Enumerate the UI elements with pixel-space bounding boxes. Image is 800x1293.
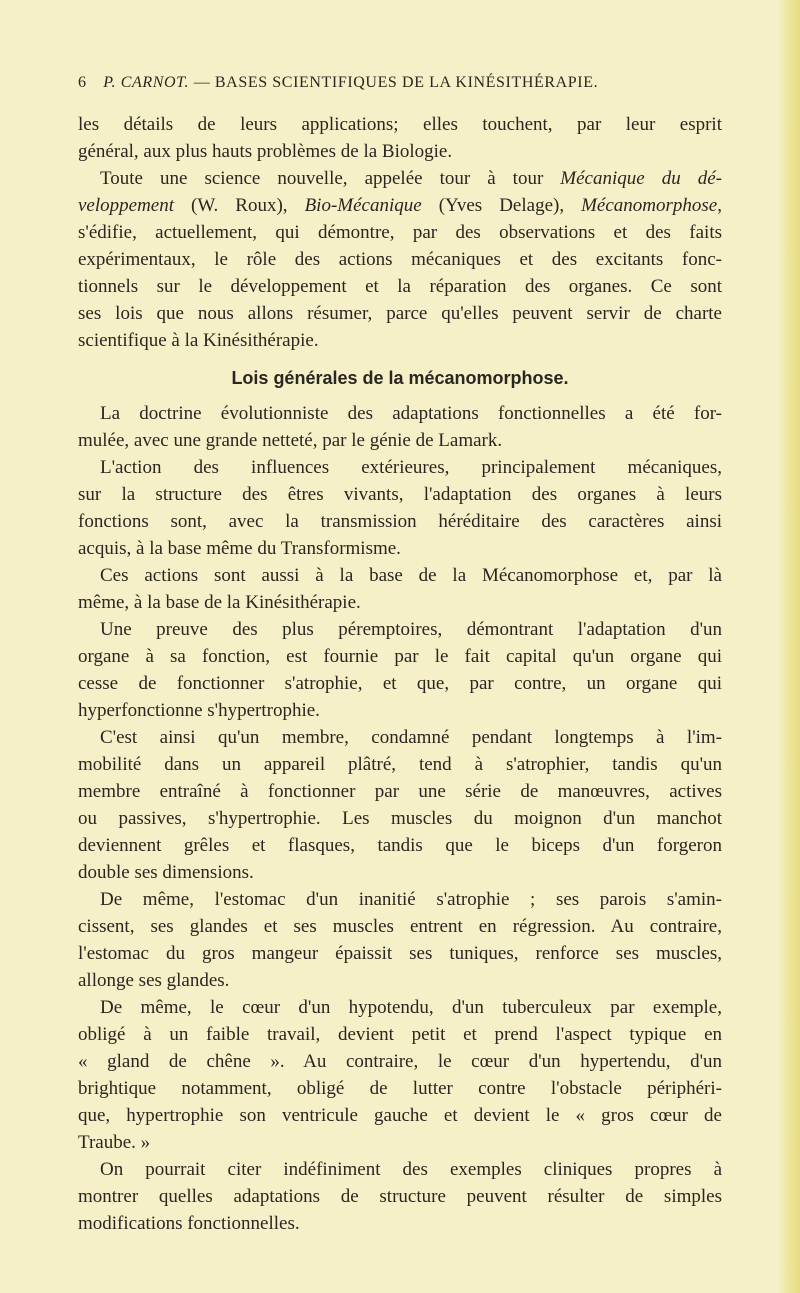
text-line xyxy=(78,138,722,165)
text-line xyxy=(78,246,722,273)
text-line xyxy=(78,535,722,562)
text-run: (Yves Delage), xyxy=(421,195,582,216)
paragraph xyxy=(78,1156,722,1237)
text-run: cesse de fonctionner s'atrophie, et que, par contre, un organe qui xyxy=(78,673,722,694)
text-run: ses lois que nous allons résumer, parce qu'elles peuvent servir de charte xyxy=(78,303,722,324)
text-run: fonctions sont, avec la transmission héréditaire des caractères ainsi xyxy=(78,511,722,532)
paragraph xyxy=(78,454,722,562)
italic-term: Bio-Mécanique xyxy=(304,195,422,216)
paragraph xyxy=(78,724,722,886)
text-run: les détails de leurs applications; elles touchent, par leur esprit xyxy=(78,114,722,135)
text-line xyxy=(78,724,722,751)
text-line xyxy=(78,1129,722,1156)
text-line xyxy=(78,859,722,886)
italic-term: Mécanomorphose xyxy=(581,195,718,216)
text-line xyxy=(78,616,722,643)
text-line xyxy=(78,805,722,832)
text-run: Une preuve des plus péremptoires, démontrant l'adaptation d'un xyxy=(100,619,722,640)
text-line xyxy=(78,1048,722,1075)
paragraph xyxy=(78,111,722,165)
text-run: général, aux plus hauts problèmes de la Biologie. xyxy=(78,141,453,162)
text-run: montrer quelles adaptations de structure peuvent résulter de simples xyxy=(78,1186,722,1207)
text-run: scientifique à la Kinésithérapie. xyxy=(78,330,319,351)
text-line xyxy=(78,192,722,219)
page-number: 6 xyxy=(78,74,87,91)
text-run: deviennent grêles et flasques, tandis que le biceps d'un forgeron xyxy=(78,835,722,856)
text-run: double ses dimensions. xyxy=(78,862,254,883)
running-header xyxy=(78,74,728,92)
text-line xyxy=(78,562,722,589)
paragraph xyxy=(78,165,722,354)
paragraph xyxy=(78,616,722,724)
text-run: C'est ainsi qu'un membre, condamné pendant longtemps à l'im- xyxy=(100,727,722,748)
text-line xyxy=(78,670,722,697)
text-run: s'édifie, actuellement, qui démontre, par des observations et des faits xyxy=(78,222,722,243)
paragraph xyxy=(78,886,722,994)
text-run: allonge ses glandes. xyxy=(78,970,230,991)
text-line xyxy=(78,832,722,859)
text-line xyxy=(78,1210,722,1237)
text-line xyxy=(78,940,722,967)
text-run: modifications fonctionnelles. xyxy=(78,1213,300,1234)
text-run: « gland de chêne ». Au contraire, le cœur d'un hypertendu, d'un xyxy=(78,1051,722,1072)
text-line xyxy=(78,273,722,300)
text-line xyxy=(78,967,722,994)
text-run: tionnels sur le développement et la réparation des organes. Ce sont xyxy=(78,276,722,297)
page-body xyxy=(78,111,722,1237)
header-author: P. CARNOT. xyxy=(103,74,190,91)
text-run: , xyxy=(717,195,722,216)
text-run: De même, l'estomac d'un inanitié s'atrophie ; ses parois s'amin- xyxy=(100,889,722,910)
text-run: que, hypertrophie son ventricule gauche et devient le « gros cœur de xyxy=(78,1105,722,1126)
text-run: organe à sa fonction, est fournie par le fait capital qu'un organe qui xyxy=(78,646,722,667)
text-run: hyperfonctionne s'hypertrophie. xyxy=(78,700,320,721)
text-run: l'estomac du gros mangeur épaissit ses tuniques, renforce ses muscles, xyxy=(78,943,722,964)
text-line xyxy=(78,454,722,481)
text-run: mulée, avec une grande netteté, par le génie de Lamark. xyxy=(78,430,503,451)
text-run: sur la structure des êtres vivants, l'adaptation des organes à leurs xyxy=(78,484,722,505)
text-run: mobilité dans un appareil plâtré, tend à s'atrophier, tandis qu'un xyxy=(78,754,722,775)
text-run: Toute une science nouvelle, appelée tour à tour xyxy=(100,168,561,189)
text-run: acquis, à la base même du Transformisme. xyxy=(78,538,401,559)
text-run: membre entraîné à fonctionner par une série de manœuvres, actives xyxy=(78,781,722,802)
text-line xyxy=(78,400,722,427)
text-line xyxy=(78,778,722,805)
paragraph xyxy=(78,400,722,454)
section-heading: Lois générales de la mécanomorphose. xyxy=(231,368,569,388)
text-line xyxy=(78,1021,722,1048)
text-line xyxy=(78,1183,722,1210)
text-line xyxy=(78,643,722,670)
paragraph xyxy=(78,562,722,616)
text-run: L'action des influences extérieures, principalement mécaniques, xyxy=(100,457,722,478)
text-run: La doctrine évolutionniste des adaptations fonctionnelles a été for- xyxy=(100,403,722,424)
text-line xyxy=(78,165,722,192)
text-run: Ces actions sont aussi à la base de la Mécanomorphose et, par là xyxy=(100,565,722,586)
text-line xyxy=(78,111,722,138)
text-run: (W. Roux), xyxy=(174,195,305,216)
text-run: même, à la base de la Kinésithérapie. xyxy=(78,592,361,613)
text-run: De même, le cœur d'un hypotendu, d'un tuberculeux par exemple, xyxy=(100,997,722,1018)
text-run: cissent, ses glandes et ses muscles entrent en régression. Au contraire, xyxy=(78,916,722,937)
text-run: expérimentaux, le rôle des actions mécaniques et des excitants fonc- xyxy=(78,249,722,270)
text-line xyxy=(78,481,722,508)
text-line xyxy=(78,994,722,1021)
header-title: — BASES SCIENTIFIQUES DE LA KINÉSITHÉRAPIE. xyxy=(193,74,599,91)
italic-term: Mécanique du dé- xyxy=(560,168,722,189)
text-run: obligé à un faible travail, devient petit et prend l'aspect typique en xyxy=(78,1024,722,1045)
text-line xyxy=(78,697,722,724)
italic-term: veloppement xyxy=(78,195,175,216)
text-line xyxy=(78,327,722,354)
text-line xyxy=(78,751,722,778)
text-line xyxy=(78,913,722,940)
paragraph xyxy=(78,994,722,1156)
text-line xyxy=(78,589,722,616)
text-line xyxy=(78,1075,722,1102)
text-line xyxy=(78,300,722,327)
text-run: brightique notamment, obligé de lutter contre l'obstacle périphéri- xyxy=(78,1078,722,1099)
text-run: On pourrait citer indéfiniment des exemples cliniques propres à xyxy=(100,1159,722,1180)
text-line xyxy=(78,1102,722,1129)
text-line xyxy=(78,1156,722,1183)
text-run: Traube. » xyxy=(78,1132,151,1153)
text-line xyxy=(78,219,722,246)
text-run: ou passives, s'hypertrophie. Les muscles du moignon d'un manchot xyxy=(78,808,722,829)
text-line xyxy=(78,508,722,535)
text-line xyxy=(78,886,722,913)
page-edge-shadow xyxy=(778,0,800,1293)
text-line xyxy=(78,427,722,454)
